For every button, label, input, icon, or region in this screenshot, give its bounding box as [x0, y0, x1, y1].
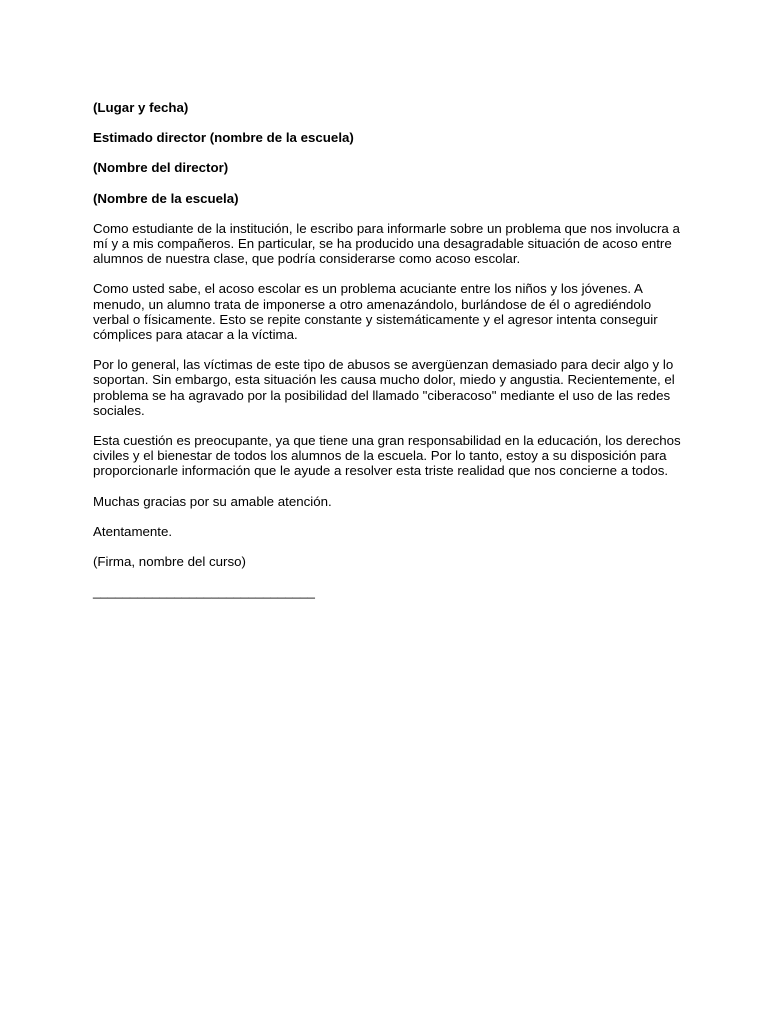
body-paragraph-3: Por lo general, las víctimas de este tipo de abusos se avergüenzan demasiado para decir algo y lo soportan. Sin embargo, esta situación les causa mucho dolor, miedo y angustia. Recientemente, el problema se ha agravado por la posibilidad del llamado "ciberacoso" mediante el uso de las redes sociales. [93, 357, 675, 418]
school-name-heading: (Nombre de la escuela) [93, 190, 239, 206]
signature-note: (Firma, nombre del curso) [93, 554, 246, 570]
body-paragraph-1: Como estudiante de la institución, le escribo para informarle sobre un problema que nos involucra a mí y a mis compañeros. En particular, se ha producido una desagradable situación de acoso entre alumnos de nuestra clase, que podría considerarse como acoso escolar. [93, 220, 680, 267]
body-paragraph-2: Como usted sabe, el acoso escolar es un problema acuciante entre los niños y los jóvenes. A menudo, un alumno trata de imponerse a otro amenazándolo, burlándose de él o agrediéndolo verbal o físicamente. Esto se repite constante y sistemáticamente y el agresor intenta conseguir cómplices para atacar a la víctima. [93, 281, 658, 343]
body-paragraph-4: Esta cuestión es preocupante, ya que tiene una gran responsabilidad en la educación, los derechos civiles y el bienestar de todos los alumnos de la escuela. Por lo tanto, estoy a su disposición para proporcionarle información que le ayude a resolver esta triste realidad que nos concierne a todos. [93, 433, 681, 479]
closing-line: Atentamente. [93, 523, 173, 539]
signature-line: ______________________________ [93, 584, 315, 600]
place-date-heading: (Lugar y fecha) [93, 100, 189, 115]
letter-page [93, 100, 683, 599]
thanks-line: Muchas gracias por su amable atención. [93, 493, 332, 509]
greeting-heading: Estimado director (nombre de la escuela) [93, 130, 354, 146]
director-name-heading: (Nombre del director) [93, 160, 229, 176]
